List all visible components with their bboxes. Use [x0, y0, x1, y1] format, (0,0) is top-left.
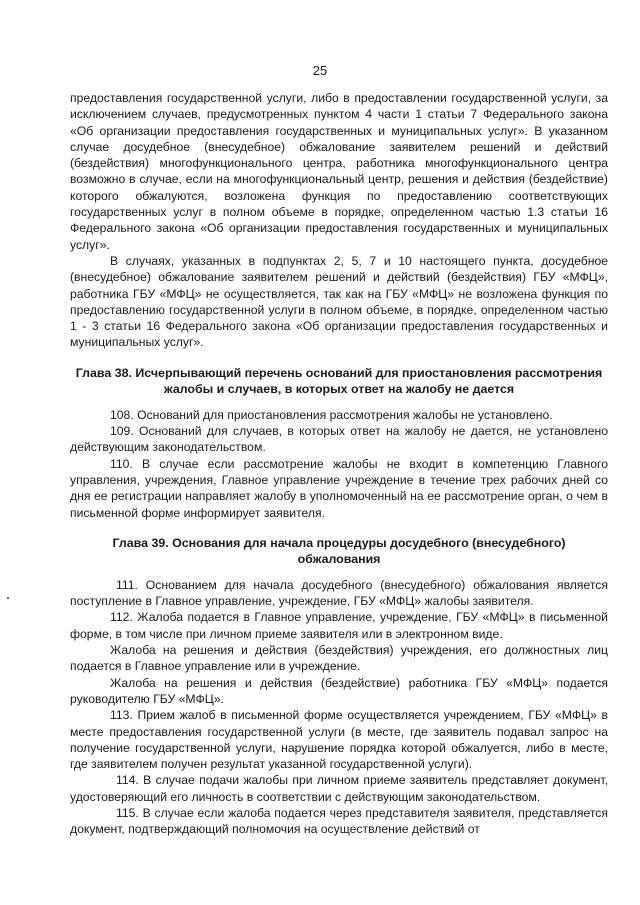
paragraph: 110. В случае если рассмотрение жалобы не входит в компетенцию Главного управления, учреждения, Главное управление учреждение в течение трех рабочих дней со дня ее регистрации направляет жалобу в уполномоченный на ее рассмотрение орган, о чем в письменной форме информирует заявителя. [70, 456, 608, 520]
paragraph: 115. В случае если жалоба подается через представителя заявителя, представляется документ, подтверждающий полномочия на осуществление действий от [70, 805, 608, 837]
chapter-39-heading: Глава 39. Основания для начала процедуры досудебного (внесудебного) обжалования [112, 535, 566, 566]
paragraph: Жалоба на решения и действия (бездействие) работника ГБУ «МФЦ» подается руководителю ГБУ «МФЦ». [70, 675, 608, 706]
document-body [70, 90, 608, 838]
paragraph: 114. В случае подачи жалобы при личном приеме заявитель представляет документ, удостоверяющий его личность в соответствии с действующим законодательством. [70, 773, 608, 804]
page-number: 25 [312, 63, 328, 78]
paragraph: 112. Жалоба подается в Главное управление, учреждение, ГБУ «МФЦ» в письменной форме, в том числе при личном приеме заявителя или в электронном виде. [70, 610, 608, 641]
paragraph: 111. Основанием для начала досудебного (внесудебного) обжалования является поступление в Главное управление, учреждение, ГБУ «МФЦ» жалобы заявителя. [70, 577, 608, 609]
paragraph: 108. Оснований для приостановления рассмотрения жалобы не установлено. [110, 407, 553, 422]
paragraph: 109. Оснований для случаев, в которых ответ на жалобу не дается, не установлено действующим законодательством. [70, 424, 608, 455]
scan-mark [7, 597, 9, 599]
paragraph: В случаях, указанных в подпунктах 2, 5, 7 и 10 настоящего пункта, досудебное (внесудебное) обжалование заявителем решений и действий (бездействия) ГБУ «МФЦ», работника ГБУ «МФЦ» не осуществляется, так как на ГБУ «МФЦ» не возложена функция по предоставлению государственной услуги в полном объеме, в порядке, определенном частью 1 - 3 статьи 16 Федерального закона «Об организации предоставления государственных и муниципальных услуг». [70, 253, 608, 350]
chapter-38-heading: Глава 38. Исчерпывающий перечень оснований для приостановления рассмотрения жалобы и случаев, в которых ответ на жалобу не дается [75, 365, 603, 396]
paragraph: 113. Прием жалоб в письменной форме осуществляется учреждением, ГБУ «МФЦ» в месте предоставления государственной услуги (в месте, где заявитель подавал запрос на получение государственной услуги, нарушение порядка которой обжалуется, либо в месте, где заявителем получен результат указанной государственной услуги). [70, 708, 608, 772]
paragraph: предоставления государственной услуги, либо в предоставлении государственной услуги, за исключением случаев, предусмотренных пунктом 4 части 1 статьи 7 Федерального закона «Об организации предоставления государственных и муниципальных услуг». В указанном случае досудебное (внесудебное) обжалование заявителем решений и действий (бездействия) многофункционального центра, работника многофункционального центра возможно в случае, если на многофункциональный центр, решения и действия (бездействие) которого обжалуются, возложена функция по предоставлению соответствующих государственных услуг в полном объеме в порядке, определенном частью 1.3 статьи 16 Федерального закона «Об организации предоставления государственных и муниципальных услуг». [70, 91, 608, 252]
paragraph: Жалоба на решения и действия (бездействия) учреждения, его должностных лиц подается в Главное управление или в учреждение. [70, 643, 608, 674]
